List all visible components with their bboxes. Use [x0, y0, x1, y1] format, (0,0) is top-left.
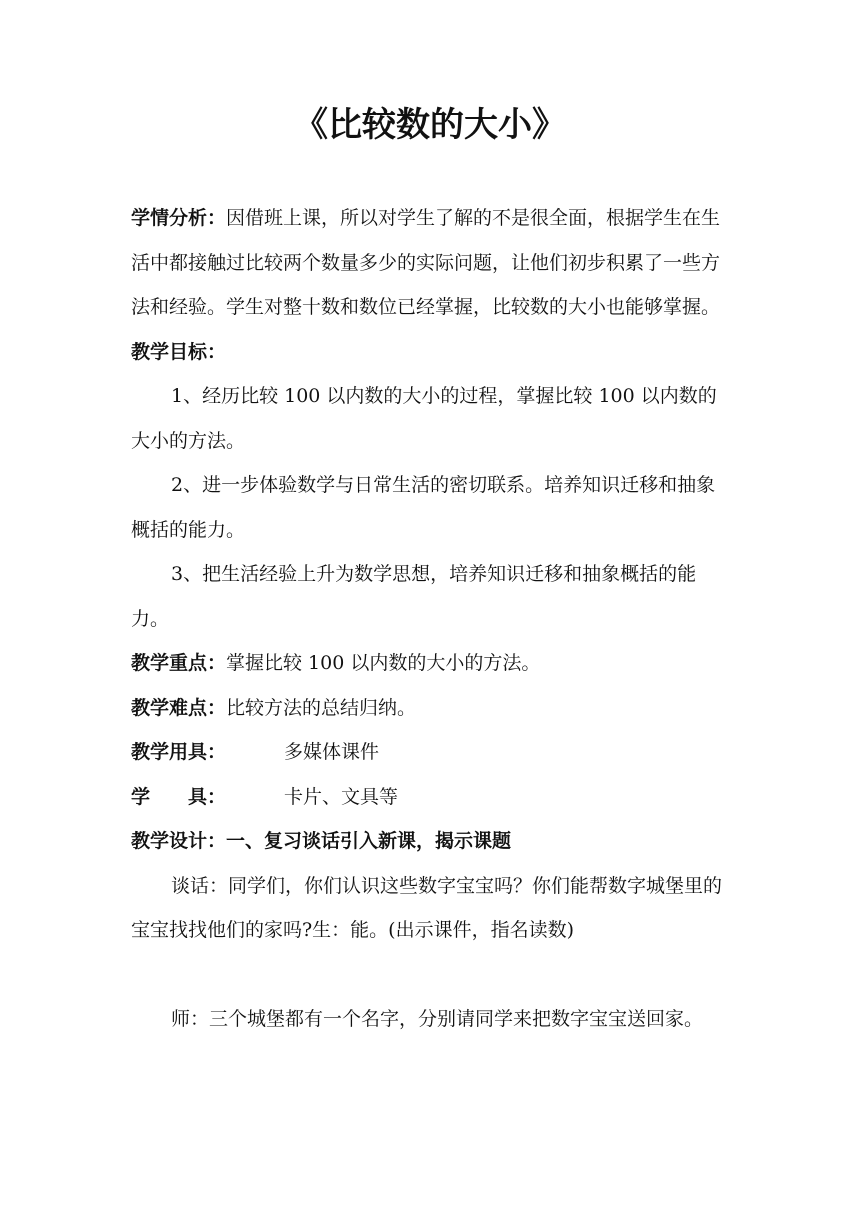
design-paragraph-2: 师：三个城堡都有一个名字，分别请同学来把数字宝宝送回家。	[171, 1007, 704, 1030]
objective-item-2: 2、进一步体验数学与日常生活的密切联系。培养知识迁移和抽象概括的能力。	[131, 474, 716, 541]
difficulty-paragraph	[131, 686, 731, 731]
key-point-text: 掌握比较 100 以内数的大小的方法。	[226, 652, 541, 674]
key-point-paragraph	[131, 641, 731, 686]
design-paragraph	[131, 819, 731, 864]
blank-line	[131, 953, 731, 997]
analysis-text: 因借班上课，所以对学生了解的不是很全面，根据学生在生活中都接触过比较两个数量多少的实际问题，让他们初步积累了一些方法和经验。学生对整十数和数位已经掌握，比较数的大小也能够掌握。	[131, 207, 721, 318]
difficulty-label: 教学难点：	[131, 696, 227, 719]
objective-item-3: 3、把生活经验上升为数学思想，培养知识迁移和抽象概括的能力。	[131, 563, 697, 630]
design-heading: 一、复习谈话引入新课，揭示课题	[226, 830, 512, 852]
objective-item-1: 1、经历比较 100 以内数的大小的过程，掌握比较 100 以内数的大小的方法。	[131, 385, 717, 452]
objectives-label: 教学目标：	[131, 340, 227, 363]
design-paragraph-1: 谈话：同学们，你们认识这些数字宝宝吗？你们能帮数字城堡里的宝宝找找他们的家吗?生：能。(出示课件，指名读数)	[131, 874, 723, 941]
student-tools-text: 卡片、文具等	[284, 785, 399, 808]
document-title: 《比较数的大小》	[294, 105, 566, 145]
analysis-paragraph	[131, 196, 731, 330]
teaching-tools-text: 多媒体课件	[284, 741, 380, 763]
difficulty-text: 比较方法的总结归纳。	[226, 696, 417, 719]
student-tools-paragraph	[131, 775, 731, 820]
teaching-tools-label: 教学用具：	[131, 741, 227, 763]
key-point-label: 教学重点：	[131, 652, 227, 674]
document-body	[131, 196, 731, 1041]
design-label: 教学设计：	[131, 830, 227, 852]
student-tools-label: 学 具：	[131, 785, 227, 808]
analysis-label: 学情分析：	[131, 207, 227, 229]
teaching-tools-paragraph	[131, 730, 731, 775]
